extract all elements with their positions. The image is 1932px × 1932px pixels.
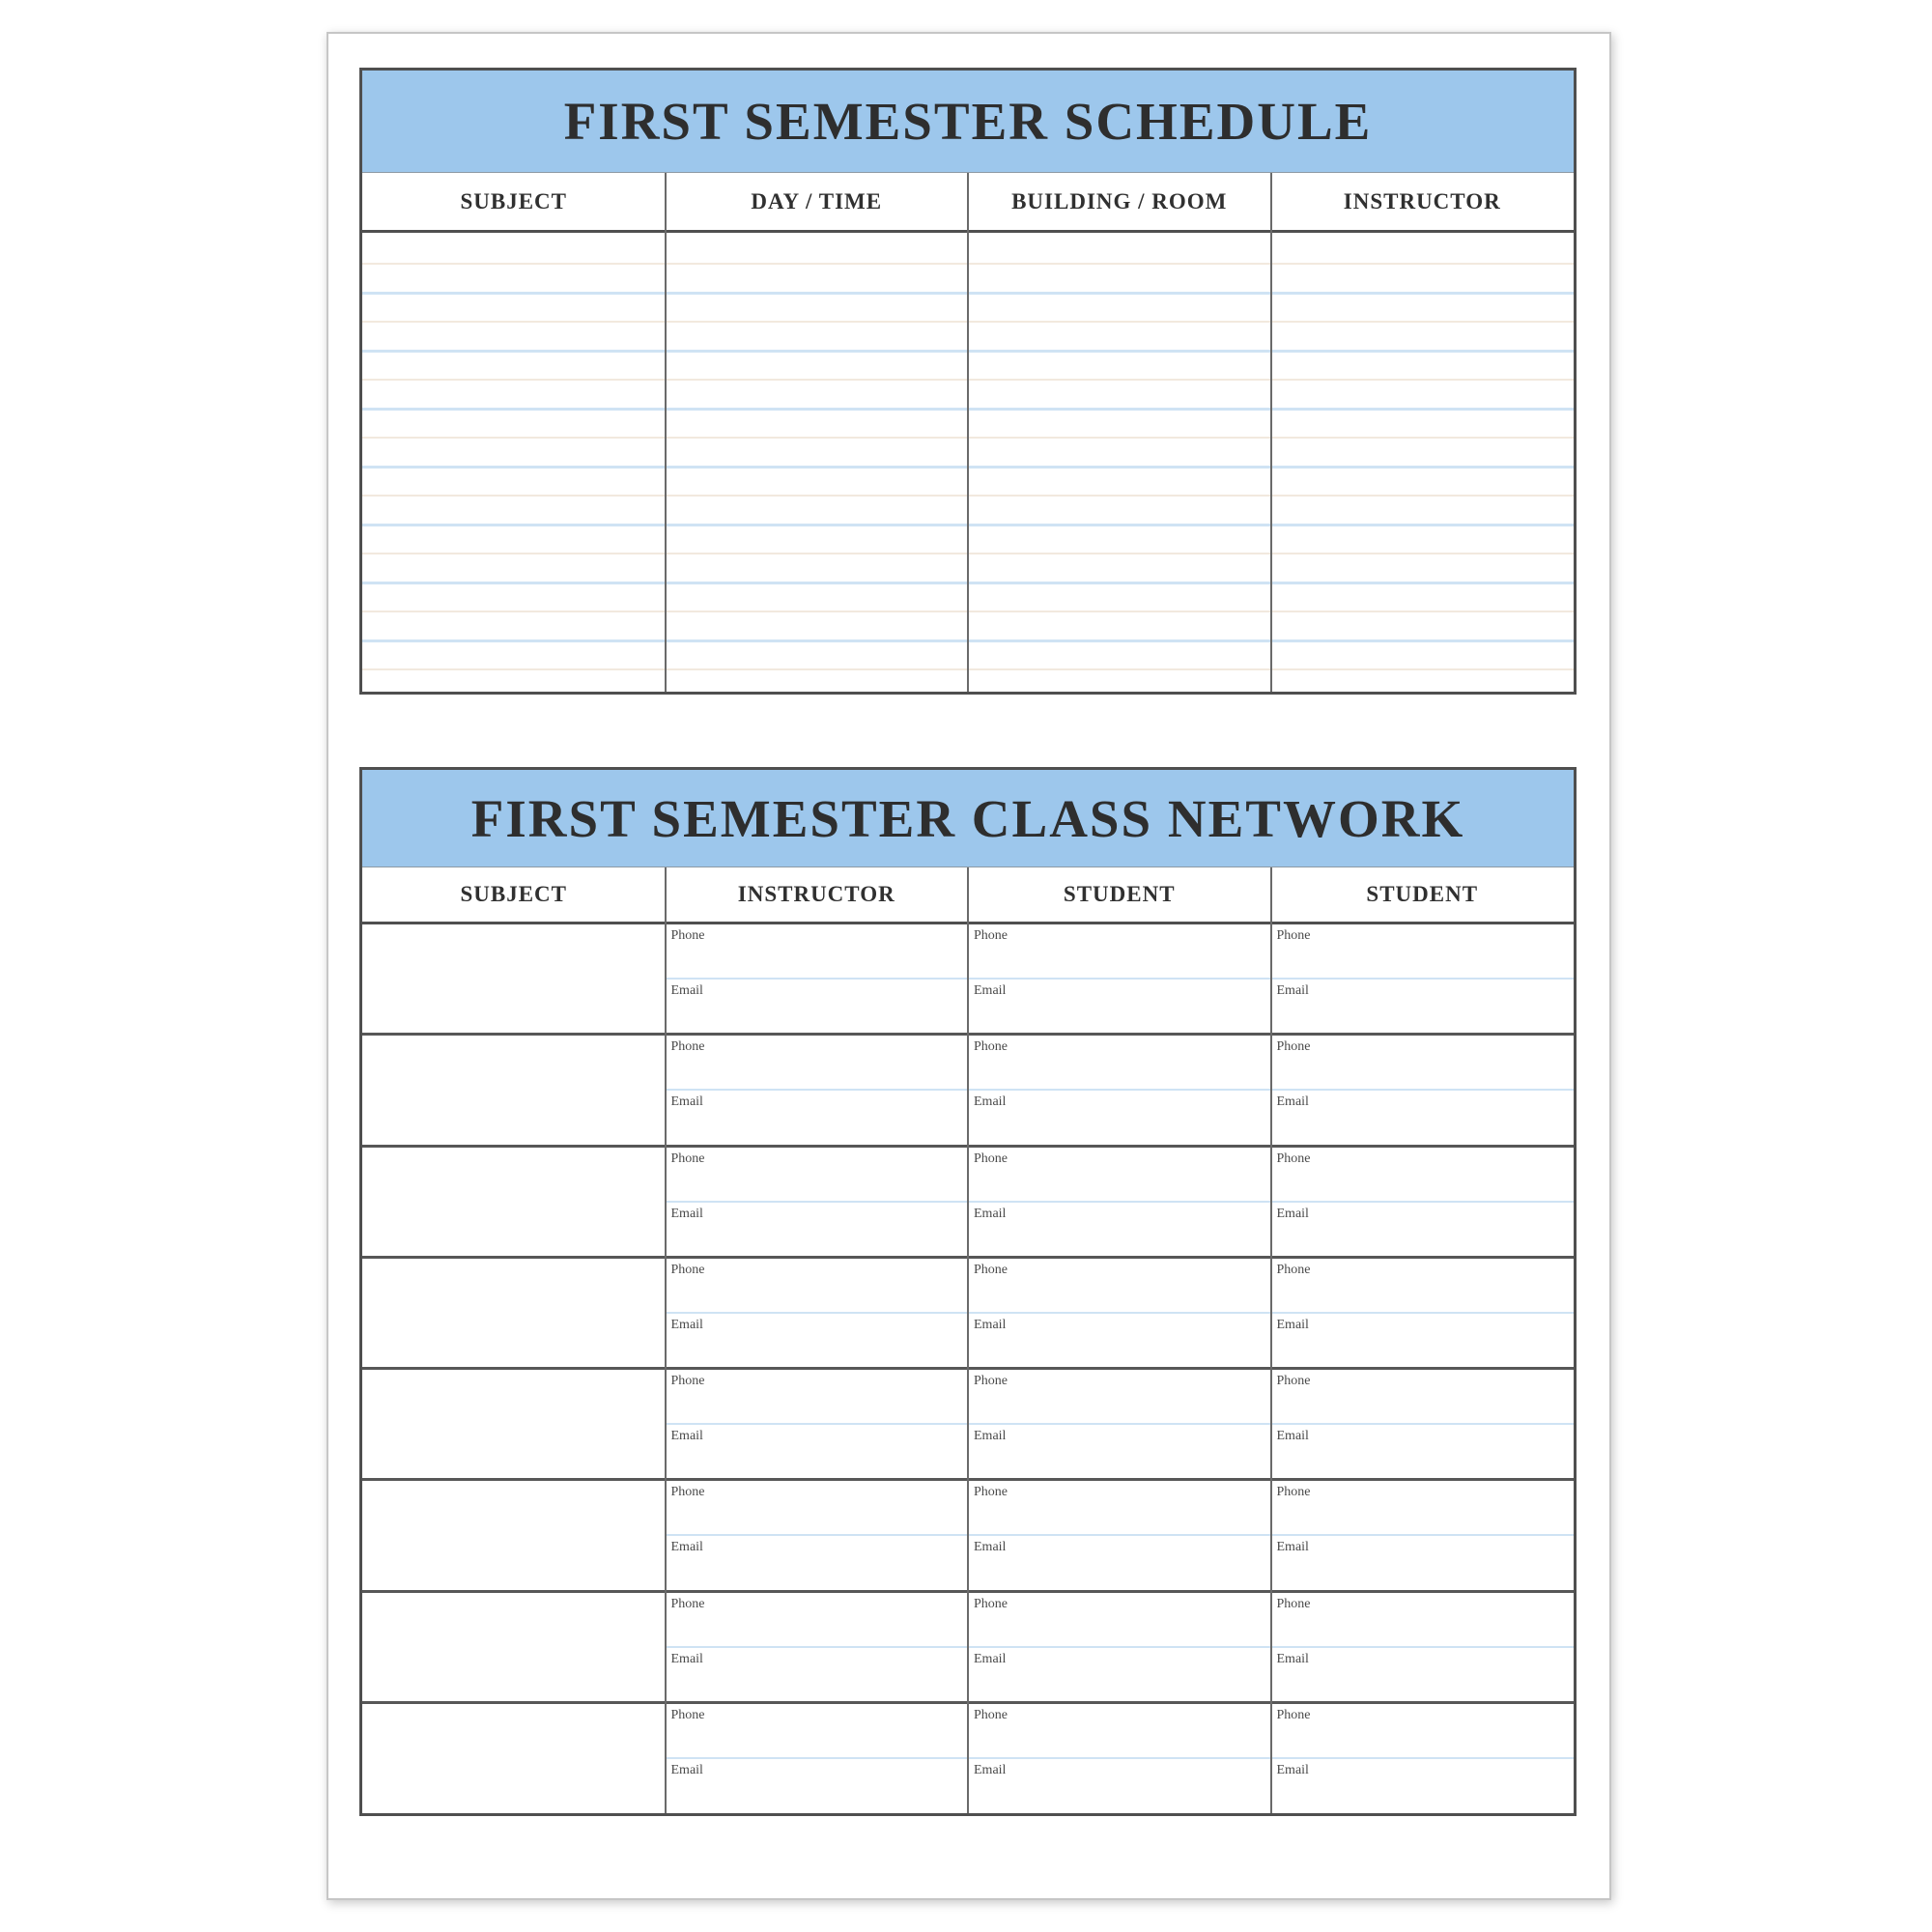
network-instructor-contact-cell [666, 1148, 969, 1256]
network-student1-contact-cell [968, 1148, 1271, 1256]
email-label: Email [974, 1317, 1007, 1332]
phone-label: Phone [974, 1485, 1008, 1500]
network-student1-contact-cell [968, 1036, 1271, 1144]
phone-write-in-area [968, 1259, 1271, 1314]
schedule-col-header-day-time: DAY / TIME [751, 188, 883, 213]
network-student2-contact-cell [1271, 1148, 1575, 1256]
network-student2-contact-cell [1271, 1593, 1575, 1701]
network-student2-contact-cell [1271, 1481, 1575, 1589]
network-instructor-contact-cell [666, 1036, 969, 1144]
phone-write-in-area [1271, 924, 1575, 980]
network-student1-contact-cell [968, 1593, 1271, 1701]
network-col-header-student-2: STUDENT [1366, 882, 1479, 906]
phone-label: Phone [1276, 928, 1311, 943]
email-label: Email [974, 1206, 1007, 1221]
phone-write-in-area [1271, 1704, 1575, 1759]
email-label: Email [670, 983, 703, 999]
phone-write-in-area [968, 1593, 1271, 1648]
column-divider [1270, 173, 1272, 692]
network-subject-cell [362, 1370, 666, 1478]
phone-write-in-area [1271, 1370, 1575, 1425]
phone-label: Phone [670, 1374, 705, 1388]
email-write-in-area [968, 1648, 1271, 1701]
planner-page [327, 32, 1611, 1900]
email-label: Email [1276, 1651, 1309, 1666]
network-title: FIRST SEMESTER CLASS NETWORK [470, 788, 1465, 848]
email-label: Email [1276, 1317, 1309, 1332]
email-label: Email [974, 1094, 1007, 1110]
email-label: Email [1276, 1094, 1309, 1110]
phone-label: Phone [1276, 1039, 1311, 1055]
email-label: Email [974, 1651, 1007, 1666]
phone-label: Phone [670, 928, 705, 943]
email-label: Email [974, 1762, 1007, 1777]
network-student2-contact-cell [1271, 1036, 1575, 1144]
email-write-in-area [666, 1314, 969, 1367]
phone-write-in-area [1271, 1481, 1575, 1536]
network-student1-contact-cell [968, 924, 1271, 1033]
network-student1-contact-cell [968, 1259, 1271, 1367]
phone-write-in-area [1271, 1036, 1575, 1091]
phone-label: Phone [1276, 1485, 1311, 1500]
column-divider [967, 867, 969, 1813]
email-write-in-area [1271, 1648, 1575, 1701]
email-write-in-area [666, 1203, 969, 1256]
email-write-in-area [1271, 1759, 1575, 1812]
phone-label: Phone [974, 928, 1008, 943]
email-label: Email [1276, 1762, 1309, 1777]
phone-label: Phone [670, 1596, 705, 1611]
network-subject-cell [362, 924, 666, 1033]
network-subject-cell [362, 1704, 666, 1812]
email-write-in-area [968, 1759, 1271, 1812]
email-label: Email [974, 983, 1007, 999]
phone-label: Phone [1276, 1707, 1311, 1722]
email-write-in-area [968, 1203, 1271, 1256]
email-label: Email [670, 1762, 703, 1777]
email-write-in-area [968, 1314, 1271, 1367]
phone-label: Phone [1276, 1262, 1311, 1277]
email-label: Email [1276, 1429, 1309, 1444]
phone-label: Phone [974, 1039, 1008, 1055]
email-write-in-area [1271, 980, 1575, 1033]
email-write-in-area [666, 1425, 969, 1478]
phone-label: Phone [670, 1262, 705, 1277]
email-write-in-area [1271, 1536, 1575, 1589]
network-col-header-student-1: STUDENT [1063, 882, 1176, 906]
schedule-table [359, 68, 1577, 695]
network-instructor-contact-cell [666, 1593, 969, 1701]
network-col-header-instructor: INSTRUCTOR [737, 882, 895, 906]
email-write-in-area [1271, 1203, 1575, 1256]
email-write-in-area [666, 1759, 969, 1812]
network-table [359, 767, 1577, 1816]
column-divider [1270, 867, 1272, 1813]
schedule-title-band [362, 71, 1574, 173]
phone-label: Phone [670, 1151, 705, 1166]
schedule-col-header-instructor: INSTRUCTOR [1343, 188, 1501, 213]
phone-write-in-area [968, 1036, 1271, 1091]
email-label: Email [974, 1429, 1007, 1444]
phone-label: Phone [974, 1151, 1008, 1166]
network-student1-contact-cell [968, 1481, 1271, 1589]
email-write-in-area [1271, 1314, 1575, 1367]
phone-write-in-area [666, 1704, 969, 1759]
phone-label: Phone [670, 1707, 705, 1722]
phone-label: Phone [1276, 1151, 1311, 1166]
phone-write-in-area [666, 1036, 969, 1091]
phone-write-in-area [968, 1704, 1271, 1759]
phone-write-in-area [666, 1481, 969, 1536]
phone-write-in-area [666, 1148, 969, 1203]
schedule-title: FIRST SEMESTER SCHEDULE [563, 92, 1373, 151]
email-write-in-area [666, 980, 969, 1033]
phone-write-in-area [666, 1259, 969, 1314]
network-student1-contact-cell [968, 1370, 1271, 1478]
column-divider [665, 867, 667, 1813]
phone-label: Phone [670, 1485, 705, 1500]
email-label: Email [670, 1540, 703, 1555]
phone-label: Phone [974, 1262, 1008, 1277]
email-write-in-area [968, 1091, 1271, 1144]
email-label: Email [670, 1206, 703, 1221]
email-label: Email [1276, 983, 1309, 999]
email-label: Email [670, 1317, 703, 1332]
email-write-in-area [968, 1536, 1271, 1589]
phone-write-in-area [1271, 1593, 1575, 1648]
phone-label: Phone [974, 1596, 1008, 1611]
phone-write-in-area [968, 1481, 1271, 1536]
network-student2-contact-cell [1271, 1259, 1575, 1367]
phone-write-in-area [968, 924, 1271, 980]
email-write-in-area [666, 1091, 969, 1144]
network-subject-cell [362, 1593, 666, 1701]
email-label: Email [1276, 1540, 1309, 1555]
network-instructor-contact-cell [666, 1481, 969, 1589]
phone-write-in-area [666, 1593, 969, 1648]
schedule-col-header-subject: SUBJECT [460, 188, 568, 213]
phone-write-in-area [666, 924, 969, 980]
phone-label: Phone [974, 1707, 1008, 1722]
email-write-in-area [1271, 1091, 1575, 1144]
network-student2-contact-cell [1271, 1704, 1575, 1812]
email-label: Email [1276, 1206, 1309, 1221]
network-student2-contact-cell [1271, 1370, 1575, 1478]
network-title-band [362, 770, 1574, 867]
phone-write-in-area [968, 1148, 1271, 1203]
network-student1-contact-cell [968, 1704, 1271, 1812]
phone-write-in-area [968, 1370, 1271, 1425]
phone-label: Phone [1276, 1596, 1311, 1611]
email-label: Email [974, 1540, 1007, 1555]
email-label: Email [670, 1094, 703, 1110]
phone-write-in-area [666, 1370, 969, 1425]
email-write-in-area [968, 1425, 1271, 1478]
schedule-col-header-building-room: BUILDING / ROOM [1011, 188, 1228, 213]
network-instructor-contact-cell [666, 1370, 969, 1478]
network-subject-cell [362, 1259, 666, 1367]
email-label: Email [670, 1429, 703, 1444]
email-write-in-area [666, 1648, 969, 1701]
phone-write-in-area [1271, 1148, 1575, 1203]
phone-label: Phone [670, 1039, 705, 1055]
email-write-in-area [1271, 1425, 1575, 1478]
column-divider [967, 173, 969, 692]
email-write-in-area [968, 980, 1271, 1033]
column-divider [665, 173, 667, 692]
phone-label: Phone [974, 1374, 1008, 1388]
network-instructor-contact-cell [666, 1259, 969, 1367]
network-instructor-contact-cell [666, 924, 969, 1033]
phone-write-in-area [1271, 1259, 1575, 1314]
network-col-header-subject: SUBJECT [460, 882, 568, 906]
email-label: Email [670, 1651, 703, 1666]
phone-label: Phone [1276, 1374, 1311, 1388]
network-subject-cell [362, 1481, 666, 1589]
network-student2-contact-cell [1271, 924, 1575, 1033]
email-write-in-area [666, 1536, 969, 1589]
network-instructor-contact-cell [666, 1704, 969, 1812]
network-subject-cell [362, 1148, 666, 1256]
network-subject-cell [362, 1036, 666, 1144]
